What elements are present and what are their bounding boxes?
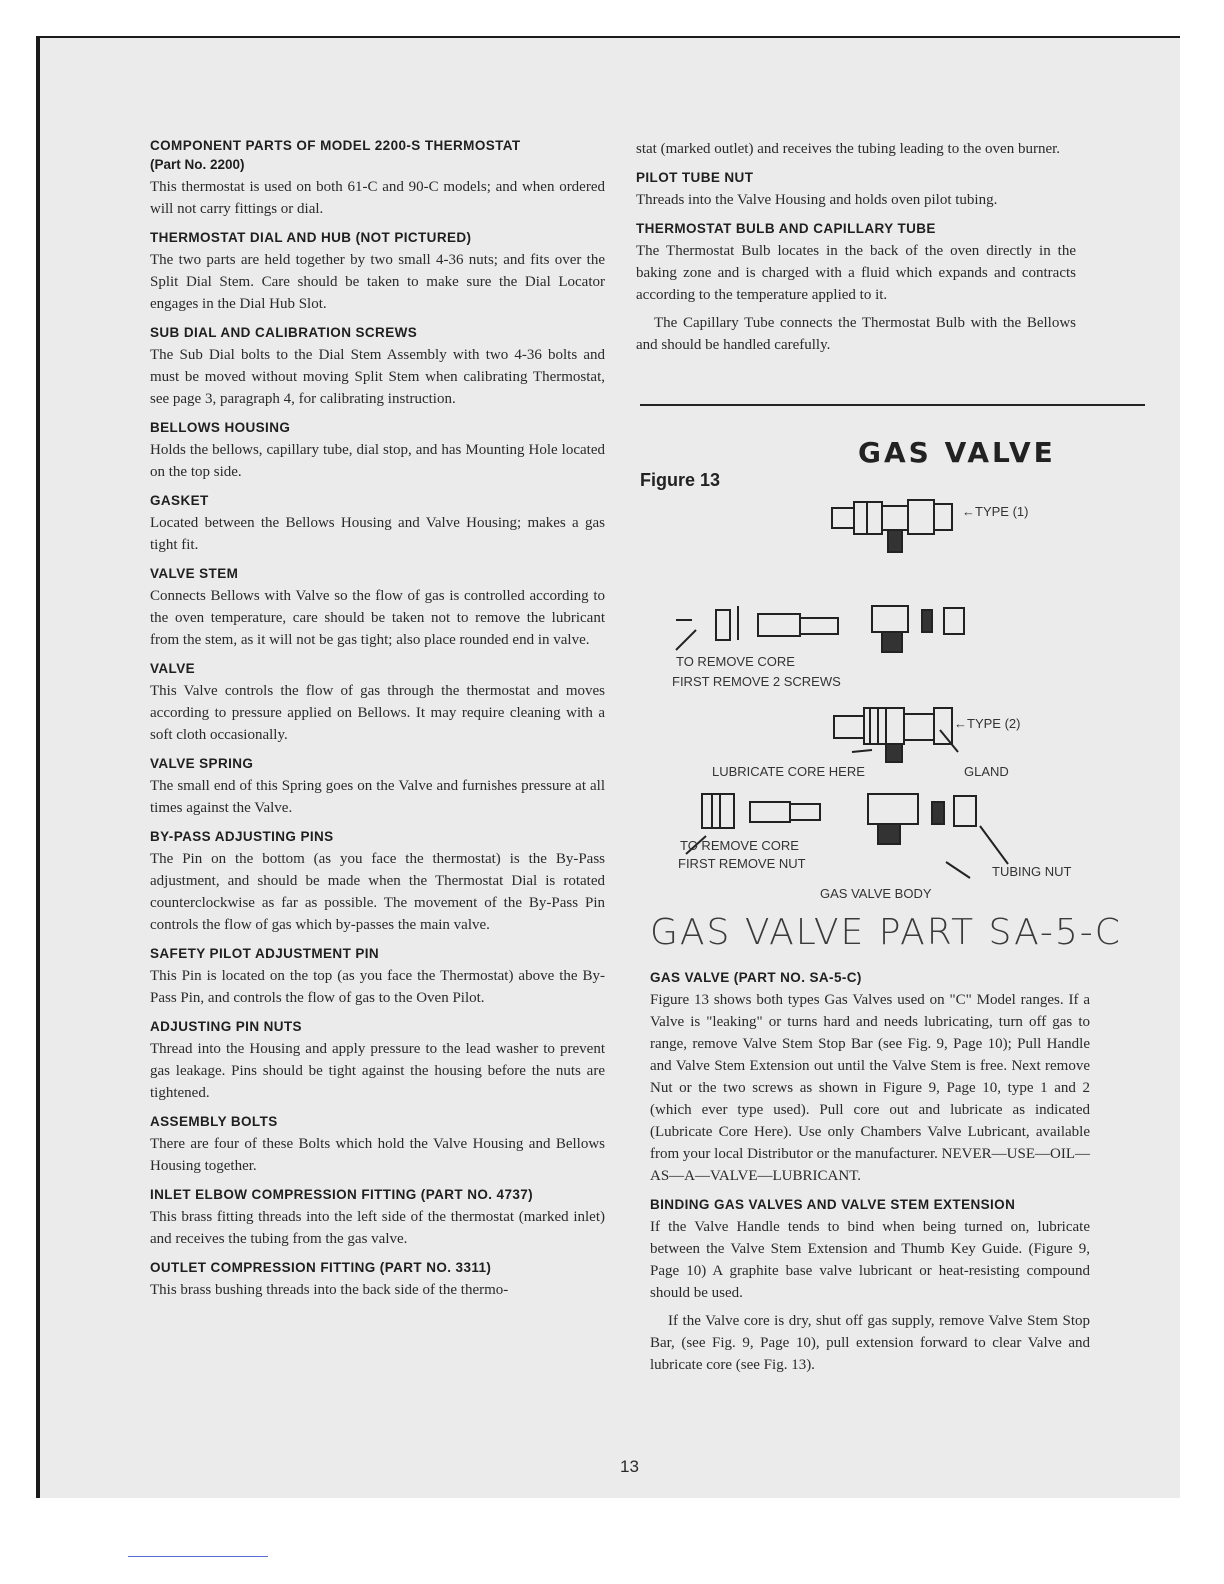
lubricate-core-label: LUBRICATE CORE HERE [712, 764, 865, 779]
section-heading: THERMOSTAT BULB AND CAPILLARY TUBE [636, 221, 936, 236]
type2-label: ←TYPE (2) [954, 716, 1021, 731]
tubing-nut-label: TUBING NUT [992, 864, 1072, 879]
section-text: If the Valve Handle tends to bind when being turned on, lubricate between the Valve Stem Extension and Thumb Key Guide. (Figure 9, Page 10) A graphite base valve lubricant or heat-resisting compound should be used. [650, 1219, 1090, 1301]
right-column-bottom [650, 970, 1090, 1382]
gas-valve-body-label: GAS VALVE BODY [820, 886, 932, 901]
section-text: The Thermostat Bulb locates in the back of the oven directly in the baking zone and is charged with a fluid which expands and contracts according to the temperature applied to it. [636, 243, 1076, 303]
section-text: Holds the bellows, capillary tube, dial stop, and has Mounting Hole located on the top side. [150, 442, 605, 480]
section-text: Figure 13 shows both types Gas Valves used on "C" Model ranges. If a Valve is "leaking" or turns hard and needs lubricating, turn off gas to range, remove Valve Stem Stop Bar (see Fig. 9, Page 10); Pull Handle and Valve Stem Extension out until the Valve Stem is free. Next remove Nut or the two screws as shown in Figure 9, Page 10, type 1 and 2 (which ever type used). Pull core out and lubricate as indicated (Lubricate Core Here). Use only Chambers Valve Lubricant, available from your local Distributor or the manufacturer. NEVER—USE—OIL—AS—A—VALVE—LUBRICANT. [650, 992, 1090, 1184]
right-column-top [636, 138, 1076, 362]
section-heading: VALVE SPRING [150, 756, 254, 771]
section-divider [640, 404, 1145, 406]
section-text: Threads into the Valve Housing and holds oven pilot tubing. [636, 192, 998, 208]
section-text: This brass bushing threads into the back side of the thermo- [150, 1282, 509, 1298]
type1-label: ←TYPE (1) [962, 504, 1029, 519]
continuation-paragraph: stat (marked outlet) and receives the tubing leading to the oven burner. [636, 141, 1061, 157]
bottom-rule [128, 1556, 268, 1557]
remove-core-label-2: TO REMOVE CORE [680, 838, 799, 853]
section-text: This Valve controls the flow of gas through the thermostat and moves according to pressure applied on Bellows. It may require cleaning with a soft cloth occasionally. [150, 683, 605, 743]
type1-valve-drawing [832, 500, 952, 552]
section-heading: GASKET [150, 493, 209, 508]
section-text: This brass fitting threads into the left side of the thermostat (marked inlet) and receives the tubing from the gas valve. [150, 1209, 605, 1247]
section-heading: ADJUSTING PIN NUTS [150, 1019, 302, 1034]
first-remove-screws-label: FIRST REMOVE 2 SCREWS [672, 674, 841, 689]
section-heading: BELLOWS HOUSING [150, 420, 291, 435]
section-heading: BY-PASS ADJUSTING PINS [150, 829, 334, 844]
section-heading: VALVE STEM [150, 566, 239, 581]
gas-valve-diagram [640, 490, 1080, 910]
section-heading: BINDING GAS VALVES AND VALVE STEM EXTENSION [650, 1197, 1016, 1212]
section-heading: PILOT TUBE NUT [636, 170, 754, 185]
document-title: COMPONENT PARTS OF MODEL 2200-S THERMOSTAT [150, 138, 521, 153]
section-text: There are four of these Bolts which hold the Valve Housing and Bellows Housing together. [150, 1136, 605, 1174]
remove-core-label: TO REMOVE CORE [676, 654, 795, 669]
section-text-2: The Capillary Tube connects the Thermostat Bulb with the Bellows and should be handled carefully. [636, 315, 1076, 353]
section-heading: ASSEMBLY BOLTS [150, 1114, 278, 1129]
section-text: Thread into the Housing and apply pressure to the lead washer to prevent gas leakage. Pins should be tight against the housing before the nuts are tightened. [150, 1041, 605, 1101]
type2-valve-drawing [834, 708, 952, 762]
intro-paragraph: This thermostat is used on both 61-C and 90-C models; and when ordered will not carry fittings or dial. [150, 179, 605, 217]
section-text: The Pin on the bottom (as you face the thermostat) is the By-Pass adjustment, and should be made when the Thermostat Dial is rotated counterclockwise as far as possible. The movement of the By-Pass Pin controls the flow of gas which by-passes the main valve. [150, 851, 605, 933]
section-text-2: If the Valve core is dry, shut off gas supply, remove Valve Stem Stop Bar, (see Fig. 9, Page 10), pull extension forward to clear Valve and lubricate core (see Fig. 13). [650, 1313, 1090, 1373]
section-heading: GAS VALVE (PART NO. SA-5-C) [650, 970, 862, 985]
section-heading: THERMOSTAT DIAL AND HUB (NOT PICTURED) [150, 230, 472, 245]
section-heading: SUB DIAL AND CALIBRATION SCREWS [150, 325, 418, 340]
figure-heading: GAS VALVE [858, 436, 1056, 469]
part-caption: GAS VALVE PART SA-5-C [650, 912, 1122, 953]
section-heading: INLET ELBOW COMPRESSION FITTING (PART NO. 4737) [150, 1187, 534, 1202]
section-heading: OUTLET COMPRESSION FITTING (PART NO. 3311) [150, 1260, 492, 1275]
type2-exploded-parts [702, 794, 976, 844]
section-text: The small end of this Spring goes on the Valve and furnishes pressure at all times against the Valve. [150, 778, 605, 816]
section-text: Located between the Bellows Housing and Valve Housing; makes a gas tight fit. [150, 515, 605, 553]
document-subtitle: (Part No. 2200) [150, 157, 245, 172]
first-remove-nut-label: FIRST REMOVE NUT [678, 856, 806, 871]
left-column [150, 138, 605, 1307]
page-number: 13 [620, 1457, 639, 1476]
section-text: The two parts are held together by two small 4-36 nuts; and fits over the Split Dial Stem. Care should be taken to make sure the Dial Locator engages in the Dial Hub Slot. [150, 252, 605, 312]
section-text: The Sub Dial bolts to the Dial Stem Assembly with two 4-36 bolts and must be moved without moving Split Stem when calibrating Thermostat, see page 3, paragraph 4, for calibrating instruction. [150, 347, 605, 407]
figure-label: Figure 13 [640, 470, 721, 490]
section-text: This Pin is located on the top (as you face the Thermostat) above the By-Pass Pin, and controls the flow of gas to the Oven Pilot. [150, 968, 605, 1006]
section-heading: SAFETY PILOT ADJUSTMENT PIN [150, 946, 380, 961]
section-heading: VALVE [150, 661, 196, 676]
section-text: Connects Bellows with Valve so the flow of gas is controlled according to the oven temperature, care should be taken not to remove the lubricant from the stem, as it will not be gas tight; also place rounded end in valve. [150, 588, 605, 648]
gland-label: GLAND [964, 764, 1009, 779]
type1-exploded-parts [676, 606, 964, 652]
